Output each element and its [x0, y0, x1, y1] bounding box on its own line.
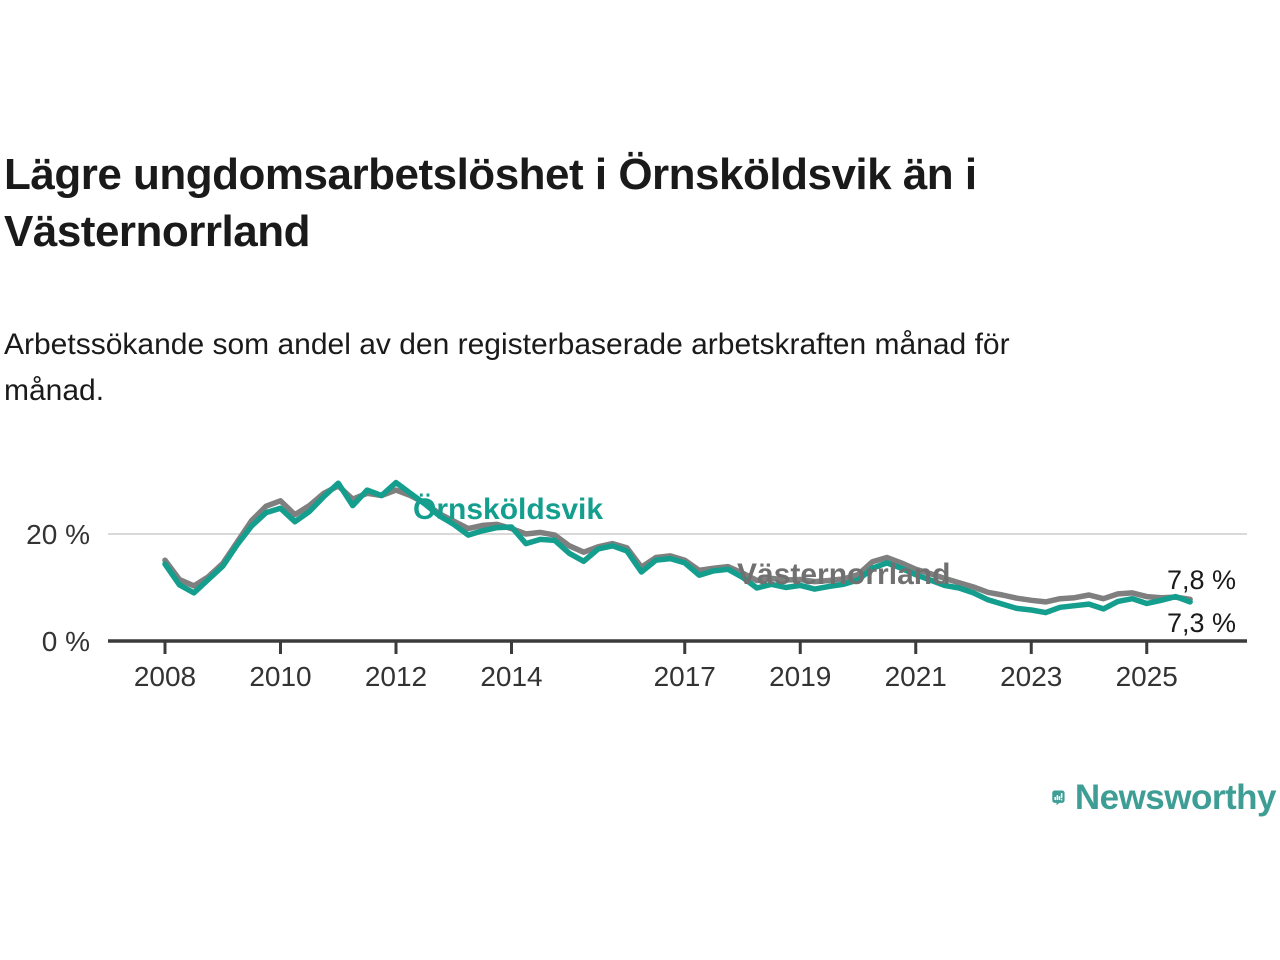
speech-bubble-shape [1052, 791, 1064, 806]
x-axis-tick-label: 2023 [1000, 661, 1063, 692]
newsworthy-wordmark: Newsworthy [1074, 778, 1276, 817]
page-title-line2: Västernorrland [4, 207, 310, 256]
x-axis-tick-label: 2010 [249, 661, 312, 692]
end-value-label-rnskldsvik: 7,3 % [1167, 608, 1237, 638]
series-line-rnskldsvik [165, 483, 1190, 613]
chart-subtitle-line2: månad. [4, 374, 105, 407]
x-axis-tick-label: 2012 [364, 661, 428, 692]
x-axis-tick-label: 2014 [480, 661, 543, 692]
x-axis-tick-label: 2008 [133, 661, 197, 692]
newsworthy-logo [1052, 768, 1276, 828]
chart-subtitle-line1: Arbetssökande som andel av den registerbaserade arbetskraften månad för [4, 328, 1010, 361]
page-title-line1: Lägre ungdomsarbetslöshet i Örnsköldsvik än i [4, 150, 977, 199]
x-axis-tick-label: 2017 [653, 661, 716, 692]
x-axis-tick-label: 2025 [1115, 661, 1178, 692]
series-label-vsternorrland: Västernorrland [737, 558, 951, 591]
y-axis-tick-label: 20 % [26, 519, 90, 550]
newsworthy-logo-icon [1052, 769, 1065, 827]
x-axis-tick-label: 2019 [769, 661, 832, 692]
y-axis-tick-label: 0 % [41, 626, 90, 657]
x-axis-tick-label: 2021 [884, 661, 947, 692]
end-value-label-vsternorrland: 7,8 % [1167, 565, 1237, 595]
series-label-rnskldsvik: Örnsköldsvik [413, 493, 604, 526]
